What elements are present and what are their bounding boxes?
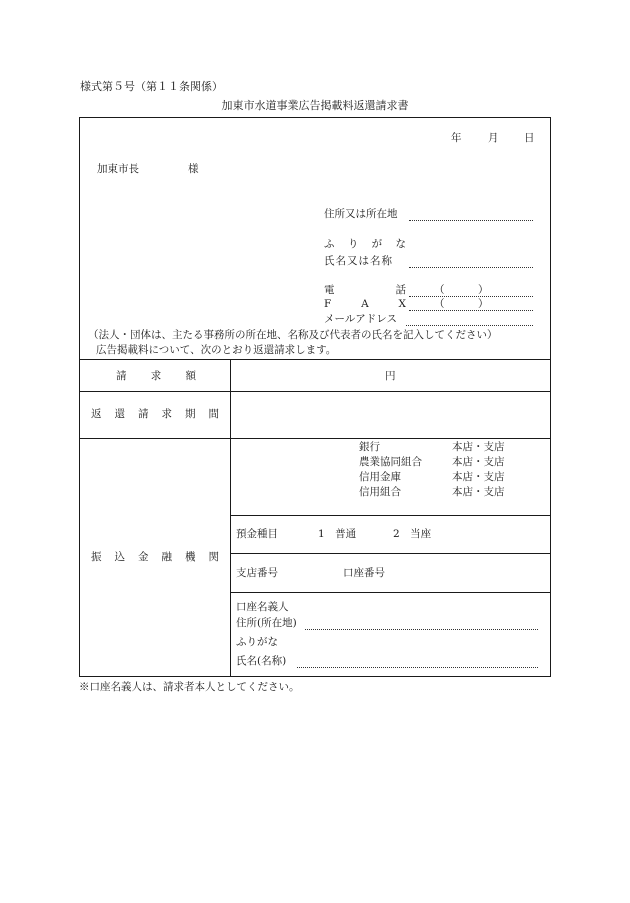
holder-address-label: 住所(所在地) (236, 617, 297, 629)
address-line[interactable] (409, 220, 533, 221)
amount-row-rule (79, 391, 551, 392)
institution-branch: 本店・支店 (452, 456, 505, 468)
branch-row-rule (230, 592, 551, 593)
name-line[interactable] (409, 267, 533, 268)
phone-label: 電 話 (324, 284, 406, 296)
footnote: ※口座名義人は、請求者本人としてください。 (79, 681, 300, 693)
addressee-suffix: 様 (188, 163, 199, 175)
holder-name-label: 氏名(名称) (236, 655, 287, 667)
fax-line[interactable] (409, 310, 533, 311)
institution-row-rule (230, 515, 551, 516)
deposit-row-rule (230, 553, 551, 554)
bank-label: 振 込 金 融 機 関 (91, 551, 219, 563)
phone-paren-close: ） (478, 284, 489, 296)
period-label: 返 還 請 求 期 間 (91, 408, 219, 420)
email-line[interactable] (406, 325, 533, 326)
table-top-rule (79, 359, 551, 360)
institution-branch: 本店・支店 (452, 441, 505, 453)
fax-paren-open: （ (434, 298, 445, 310)
fax-label: F A X (324, 298, 406, 310)
institution-type-credit-bank: 信用金庫 (359, 471, 401, 483)
date-day: 日 (524, 132, 535, 144)
period-row-rule (79, 438, 551, 439)
addressee-name: 加東市長 (97, 163, 139, 175)
address-label: 住所又は所在地 (324, 208, 398, 220)
holder-address-line[interactable] (305, 629, 538, 630)
amount-label: 請 求 額 (116, 370, 196, 382)
holder-furigana-label: ふりがな (236, 636, 278, 648)
corporation-note: （法人・団体は、主たる事務所の所在地、名称及び代表者の氏名を記入してください） (88, 329, 498, 341)
institution-type-coop: 農業協同組合 (359, 456, 422, 468)
deposit-option-current[interactable]: 2 当座 (393, 528, 432, 540)
furigana-label: ふ り が な (324, 238, 406, 250)
form-number: 様式第５号（第１１条関係） (80, 80, 223, 93)
institution-type-credit-union: 信用組合 (359, 486, 401, 498)
email-label: メールアドレス (324, 313, 397, 325)
holder-label: 口座名義人 (236, 601, 289, 613)
form-frame (79, 117, 551, 677)
table-column-rule (230, 359, 231, 677)
amount-unit: 円 (385, 370, 396, 382)
date-year: 年 (451, 132, 462, 144)
date-month: 月 (488, 132, 499, 144)
institution-branch: 本店・支店 (452, 471, 505, 483)
account-number-label: 口座番号 (343, 567, 385, 579)
request-text: 広告掲載料について、次のとおり返還請求します。 (96, 344, 337, 356)
institution-branch: 本店・支店 (452, 486, 505, 498)
name-label: 氏名又は名称 (324, 255, 393, 267)
fax-paren-close: ） (478, 298, 489, 310)
deposit-type-label: 預金種目 (236, 528, 278, 540)
deposit-option-ordinary[interactable]: 1 普通 (318, 528, 357, 540)
phone-line[interactable] (409, 296, 533, 297)
phone-paren-open: （ (434, 284, 445, 296)
holder-name-line[interactable] (297, 667, 538, 668)
form-title: 加東市水道事業広告掲載料返還請求書 (221, 99, 409, 112)
branch-number-label: 支店番号 (236, 567, 278, 579)
institution-type-bank: 銀行 (359, 441, 380, 453)
